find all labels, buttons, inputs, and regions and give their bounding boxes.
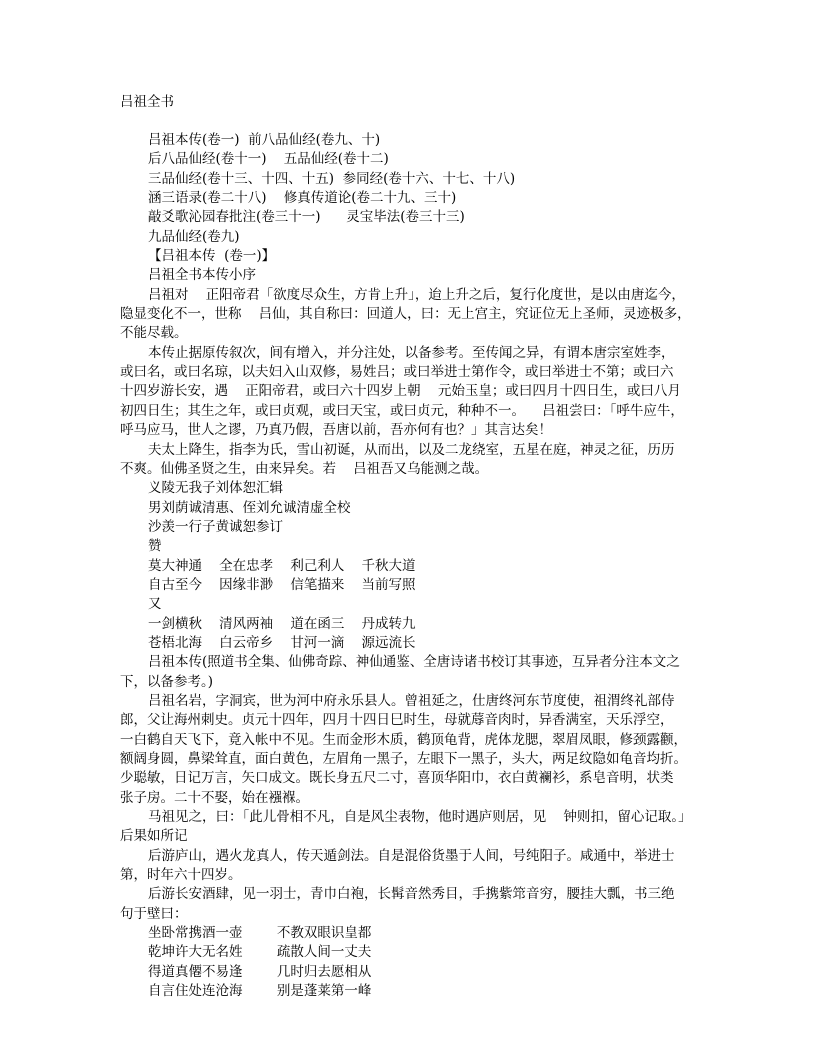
document-title: 吕祖全书 <box>120 94 174 110</box>
poem-line: 乾坤许大无名姓 疏散人间一丈夫 <box>148 944 372 961</box>
paragraph-line: 初四日生；其生之年，或曰贞观，或曰天宝，或曰贞元，种种不一。 吕祖尝曰：「呼牛应牛， <box>120 402 684 419</box>
contents-line: 九品仙经(卷九) <box>148 228 240 245</box>
paragraph-line: 不爽。仙佛圣贤之生，由来异矣。若 吕祖吾又乌能测之哉。 <box>120 460 489 477</box>
paragraph-line: 呼马应马，世人之谬，乃真乃假，吾唐以前，吾亦何有也？」其言达矣！ <box>120 422 552 439</box>
credit-line: 沙羡一行子黄诚恕参订 <box>148 518 283 535</box>
paragraph-line: 一白鹤自天飞下，竟入帐中不见。生而金形木质，鹤顶龟背，虎体龙腮，翠眉凤眼，修颈露颧， <box>120 731 687 748</box>
paragraph-line: 吕祖对 正阳帝君「欲度尽众生，方肯上升」，迨上升之后，复行化度世，是以由唐迄今， <box>148 286 685 303</box>
verse-label: 又 <box>148 596 162 613</box>
verse-label: 赞 <box>148 538 162 555</box>
preface-title: 吕祖全书本传小序 <box>148 267 256 284</box>
paragraph-line: 张子房。二十不娶，始在襁褓。 <box>120 789 309 806</box>
paragraph-line: 下，以备参考。) <box>120 673 214 690</box>
document-body <box>120 131 700 1001</box>
paragraph-line: 额阔身圆，鼻梁耸直，面白黄色，左眉角一黑子，左眼下一黑子，头大，两足纹隐如龟音均折。 <box>120 751 687 767</box>
paragraph-line: 或曰名，或曰名琼，以夫妇入山双修，易姓吕；或曰举进士第作令，或曰举进士不第；或曰六 <box>120 364 674 381</box>
poem-line: 坐卧常携酒一壶 不教双眼识皇都 <box>148 925 372 942</box>
verse-line: 一剑横秋 清风两袖 道在函三 丹成转九 <box>148 615 416 632</box>
paragraph-line: 十四岁游长安，遇 正阳帝君，或曰六十四岁上朝 元始玉皇；或曰四月十四日生，或曰八月 <box>120 383 681 400</box>
verse-line: 自古至今 因缘非渺 信笔描来 当前写照 <box>148 576 416 593</box>
poem-line: 得道真僊不易逢 几时归去愿相从 <box>148 963 372 980</box>
contents-line: 涵三语录(卷二十八) 修真传道论(卷二十九、三十) <box>148 190 457 207</box>
paragraph-line: 郎，父让海州刺史。贞元十四年，四月十四日巳时生，母就蓐音肉时，异香满室，天乐浮空， <box>120 712 674 729</box>
credit-line: 男刘荫诚清惠、侄刘允诚清虚全校 <box>148 499 351 516</box>
paragraph-line: 夫太上降生，指李为氏，雪山初诞，从而出，以及二龙绕室，五星在庭，神灵之征，历历 <box>148 441 675 458</box>
poem-line: 自言住处连沧海 别是蓬莱第一峰 <box>148 983 372 1000</box>
paragraph-line: 本传止据原传叙次，间有增入，并分注处，以备参考。至传闻之异，有谓本唐宗室姓李， <box>148 344 675 361</box>
paragraph-line: 马祖见之，曰：「此儿骨相不凡，自是风尘表物，他时遇庐则居，见 钟则扣，留心记取。」 <box>148 809 692 826</box>
contents-line: 吕祖本传(卷一) 前八品仙经(卷九、十) <box>148 132 381 148</box>
contents-line: 后八品仙经(卷十一) 五品仙经(卷十二) <box>148 151 389 168</box>
paragraph-line: 第，时年六十四岁。 <box>120 867 242 884</box>
credit-line: 义陵无我子刘体恕汇辑 <box>148 480 283 497</box>
paragraph-line: 吕祖本传(照道书全集、仙佛奇踪、神仙通鉴、全唐诗诸书校订其事迹，互异者分注本文之 <box>148 654 680 671</box>
contents-line: 三品仙经(卷十三、十四、十五) 参同经(卷十六、十七、十八) <box>148 170 516 187</box>
paragraph-line: 后果如所记 <box>120 828 188 845</box>
paragraph-line: 句于壁曰： <box>120 905 188 922</box>
paragraph-line: 不能尽载。 <box>120 325 188 342</box>
contents-line: 敲爻歌沁园春批注(卷三十一) 灵宝毕法(卷三十三) <box>148 209 465 226</box>
paragraph-line: 吕祖名岩，字洞宾，世为河中府永乐县人。曾祖延之，仕唐终河东节度使，祖渭终礼部侍 <box>148 692 675 709</box>
section-heading: 【吕祖本传 (卷一)】 <box>148 248 276 265</box>
paragraph-line: 后游长安酒肆，见一羽士，青巾白袍，长髯音然秀目，手携紫筇音穷，腰挂大瓢，书三绝 <box>148 886 675 903</box>
verse-line: 苍梧北海 白云帝乡 甘河一滴 源远流长 <box>148 634 416 651</box>
paragraph-line: 少聪敏，日记万言，矢口成文。既长身五尺二寸，喜顶华阳巾，衣白黄襕衫，系皂音明，状类 <box>120 770 674 787</box>
paragraph-line: 隐显变化不一，世称 吕仙，其自称曰：回道人，曰：无上宫主，究证位无上圣师，灵迹极多， <box>120 306 691 323</box>
paragraph-line: 后游庐山，遇火龙真人，传天遁剑法。自是混俗货墨于人间，号纯阳子。咸通中，举进士 <box>148 847 675 864</box>
verse-line: 莫大神通 全在忠孝 利己利人 千秋大道 <box>148 557 416 574</box>
